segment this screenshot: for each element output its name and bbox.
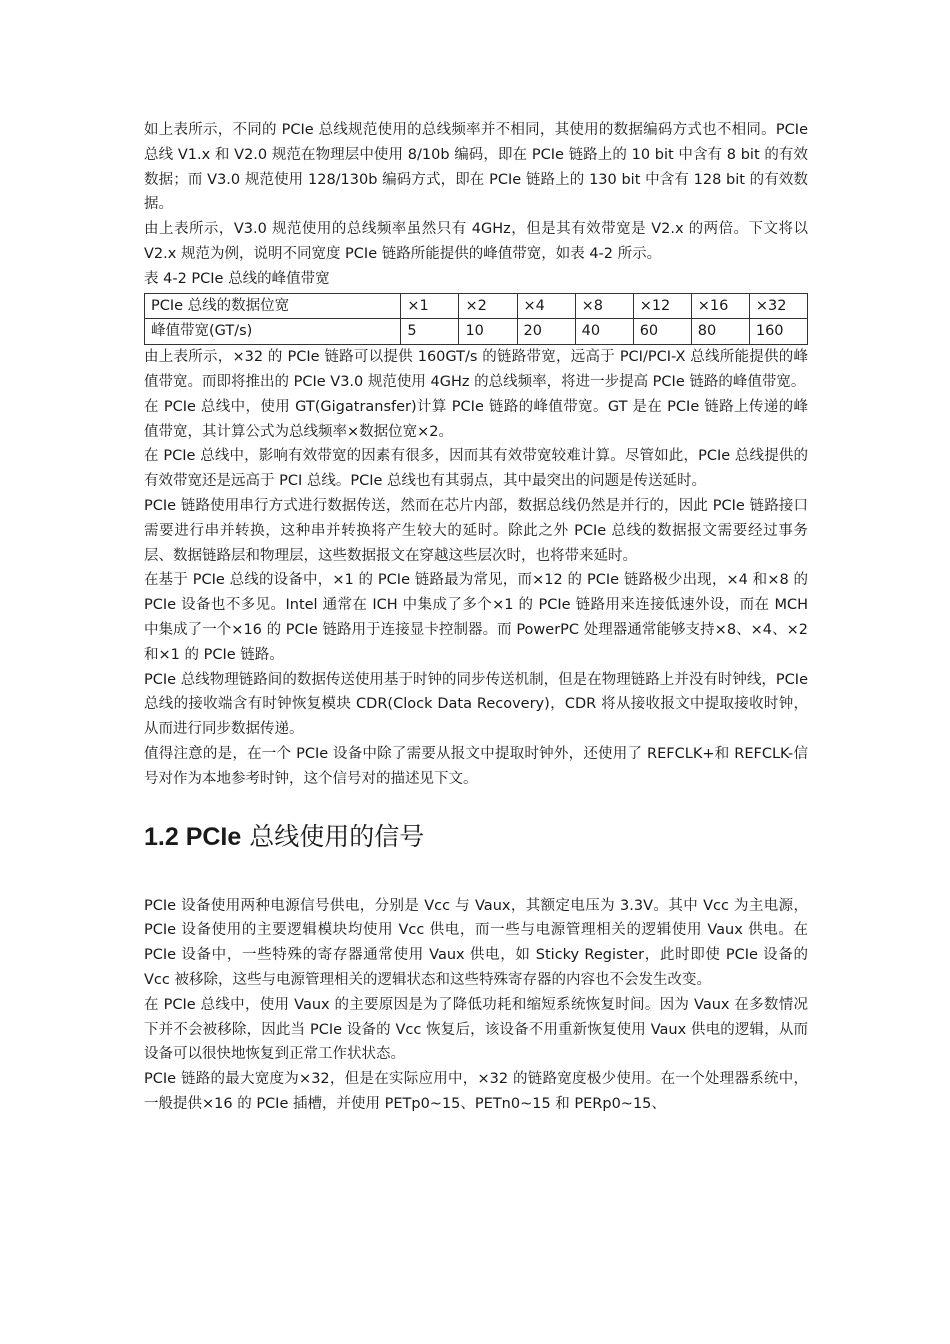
table-cell: 40 xyxy=(575,319,633,345)
table-cell: 峰值带宽(GT/s) xyxy=(145,319,401,345)
table-cell: PCIe 总线的数据位宽 xyxy=(145,293,401,319)
paragraph: 在基于 PCIe 总线的设备中，×1 的 PCIe 链路最为常见，而×12 的 PCIe 链路极少出现，×4 和×8 的 PCIe 设备也不多见。Intel 通常在 ICH 中集成了多个×1 的 PCIe 链路用来连接低速外设，而在 MCH 中集成了一个×16 的 PCIe 链路用于连接显卡控制器。而 PowerPC 处理器通常能够支持×8、×4、×2 和×1 的 PCIe 链路。 xyxy=(144,572,808,663)
paragraph: 由上表所示，×32 的 PCIe 链路可以提供 160GT/s 的链路带宽，远高于 PCI/PCI-X 总线所能提供的峰值带宽。而即将推出的 PCIe V3.0 规范使用 4GHz 的总线频率，将进一步提高 PCIe 链路的峰值带宽。 xyxy=(144,349,808,390)
table-row xyxy=(145,319,808,345)
table-cell: ×8 xyxy=(575,293,633,319)
table-caption: 表 4-2 PCIe 总线的峰值带宽 xyxy=(144,270,330,287)
table-cell: ×2 xyxy=(459,293,517,319)
table-cell: 5 xyxy=(401,319,459,345)
bandwidth-table xyxy=(144,293,808,346)
table-cell: ×32 xyxy=(749,293,807,319)
table-cell: ×12 xyxy=(633,293,691,319)
paragraph: 在 PCIe 总线中，使用 GT(Gigatransfer)计算 PCIe 链路的峰值带宽。GT 是在 PCIe 链路上传递的峰值带宽，其计算公式为总线频率×数据位宽×2。 xyxy=(144,398,808,440)
paragraph: 在 PCIe 总线中，影响有效带宽的因素有很多，因而其有效带宽较难计算。尽管如此，PCIe 总线提供的有效带宽还是远高于 PCI 总线。PCIe 总线也有其弱点，其中最突出的问题是传送延时。 xyxy=(144,448,808,490)
section-heading xyxy=(144,820,808,854)
document-page xyxy=(144,118,808,1117)
table-cell: 10 xyxy=(459,319,517,345)
table-cell: 60 xyxy=(633,319,691,345)
table-cell: ×4 xyxy=(517,293,575,319)
paragraph: 值得注意的是，在一个 PCIe 设备中除了需要从报文中提取时钟外，还使用了 REFCLK+和 REFCLK-信号对作为本地参考时钟，这个信号对的描述见下文。 xyxy=(144,745,808,787)
section-title: 总线使用的信号 xyxy=(241,821,425,851)
table-cell: 80 xyxy=(691,319,749,345)
table-header-row xyxy=(145,293,808,319)
table-cell: ×1 xyxy=(401,293,459,319)
paragraph: 由上表所示，V3.0 规范使用的总线频率虽然只有 4GHz，但是其有效带宽是 V2.x 的两倍。下文将以 V2.x 规范为例，说明不同宽度 PCIe 链路所能提供的峰值带宽，如表 4-2 所示。 xyxy=(144,221,808,262)
paragraph: PCIe 链路使用串行方式进行数据传送，然而在芯片内部，数据总线仍然是并行的，因此 PCIe 链路接口需要进行串并转换，这种串并转换将产生较大的延时。除此之外 PCIe 总线的数据报文需要经过事务层、数据链路层和物理层，这些数据报文在穿越这些层次时，也将带来延时。 xyxy=(144,497,808,564)
paragraph: PCIe 总线物理链路间的数据传送使用基于时钟的同步传送机制，但是在物理链路上并没有时钟线，PCIe 总线的接收端含有时钟恢复模块 CDR(Clock Data Recovery)，CDR 将从接收报文中提取接收时钟，从而进行同步数据传递。 xyxy=(144,671,808,738)
paragraph: 如上表所示，不同的 PCIe 总线规范使用的总线频率并不相同，其使用的数据编码方式也不相同。PCIe 总线 V1.x 和 V2.0 规范在物理层中使用 8/10b 编码，即在 PCIe 链路上的 10 bit 中含有 8 bit 的有效数据；而 V3.0 规范使用 128/130b 编码方式，即在 PCIe 链路上的 130 bit 中含有 128 bit 的有效数据。 xyxy=(144,122,808,213)
table-cell: 160 xyxy=(749,319,807,345)
table-cell: 20 xyxy=(517,319,575,345)
section-number: 1.2 PCIe xyxy=(144,822,242,851)
table-cell: ×16 xyxy=(691,293,749,319)
paragraph: PCIe 设备使用两种电源信号供电，分别是 Vcc 与 Vaux，其额定电压为 3.3V。其中 Vcc 为主电源，PCIe 设备使用的主要逻辑模块均使用 Vcc 供电，而一些与电源管理相关的逻辑使用 Vaux 供电。在 PCIe 设备中，一些特殊的寄存器通常使用 Vaux 供电，如 Sticky Register，此时即使 PCIe 设备的 Vcc 被移除，这些与电源管理相关的逻辑状态和这些特殊寄存器的内容也不会发生改变。 xyxy=(144,897,808,988)
paragraph: 在 PCIe 总线中，使用 Vaux 的主要原因是为了降低功耗和缩短系统恢复时间。因为 Vaux 在多数情况下并不会被移除，因此当 PCIe 设备的 Vcc 恢复后，该设备不用重新恢复使用 Vaux 供电的逻辑，从而设备可以很快地恢复到正常工作状状态。 xyxy=(144,996,808,1063)
paragraph: PCIe 链路的最大宽度为×32，但是在实际应用中，×32 的链路宽度极少使用。在一个处理器系统中，一般提供×16 的 PCIe 插槽，并使用 PETp0~15、PETn0~15 和 PERp0~15、 xyxy=(144,1071,808,1112)
